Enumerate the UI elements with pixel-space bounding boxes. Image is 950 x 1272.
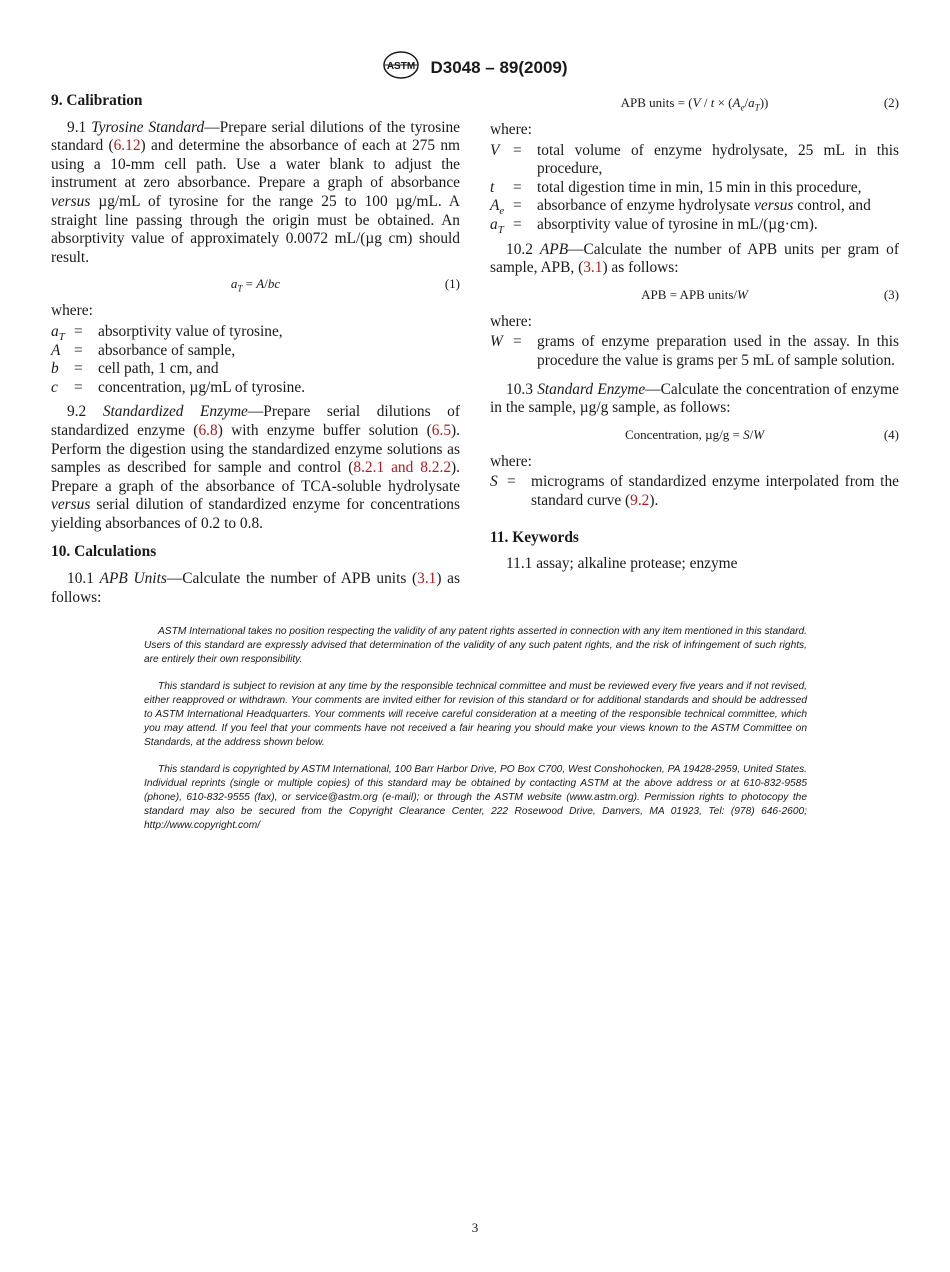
section-11-heading: 11. Keywords <box>490 528 579 546</box>
equation-3-number: (3) <box>883 286 899 302</box>
definition-b: b = cell path, 1 cm, and <box>51 360 219 378</box>
where-label-4: where: <box>490 452 532 470</box>
left-column <box>51 92 460 607</box>
equation-4 <box>490 426 899 444</box>
definition-V: V = total volume of enzyme hydrolysate, 25 mL in this procedure, <box>490 141 899 178</box>
legal-notices <box>144 625 807 846</box>
definitions-10-2 <box>490 333 899 370</box>
paragraph-9-1: 9.1 Tyrosine Standard—Prepare serial dilutions of the tyrosine standard (6.12) and determine the absorbance of each at 275 nm using a 10-mm cell path. Use a water blank to adjust the instrument at zero absorbance. Prepare a graph of absorbance versus µg/mL of tyrosine for the range 25 to 100 µg/mL. A straight line passing through the origin must be obtained. An absorptivity value of approximately 0.0072 mL/(µg cm) should result. <box>51 118 460 266</box>
ref-8-2-1[interactable]: 8.2.1 and 8.2.2 <box>353 459 452 477</box>
paragraph-10-2: 10.2 APB—Calculate the number of APB units per gram of sample, APB, (3.1) as follows: <box>490 240 899 277</box>
revision-notice: This standard is subject to revision at any time by the responsible technical committee and must be reviewed every five years and if not revised, either reapproved or withdrawn. Your comments are invited either for revision of this standard or for additional standards and should be addressed to ASTM International Headquarters. Your comments will receive careful consideration at a meeting of the responsible technical committee, which you may attend. If you feel that your comments have not received a fair hearing you should make your views known to the ASTM Committee on Standards, at the address shown below. <box>144 681 807 748</box>
astm-logo-icon <box>382 50 420 85</box>
where-label-3: where: <box>490 312 532 330</box>
equation-2-number: (2) <box>883 95 899 110</box>
standard-designation: D3048 – 89(2009) <box>430 57 568 77</box>
patent-notice: ASTM International takes no position respecting the validity of any patent rights asserted in connection with any item mentioned in this standard. Users of this standard are expressly advised that determination of the validity of any such patent rights, and the risk of infringement of such rights, are entirely their own responsibility. <box>144 626 807 665</box>
definition-Ae: $A_e$ = absorbance of enzyme hydrolysate versus control, and <box>490 197 871 218</box>
definition-c: c = concentration, µg/mL of tyrosine. <box>51 378 306 396</box>
equation-2 <box>490 94 899 112</box>
definition-aT-2: $a_T$ = absorptivity value of tyrosine in mL/(µg·cm). <box>490 215 818 237</box>
copyright-notice: This standard is copyrighted by ASTM International, 100 Barr Harbor Drive, PO Box C700, West Conshohocken, PA 19428-2959, United States. Individual reprints (single or multiple copies) of this standard may be obtained by contacting ASTM at the above address or at 610-832-9585 (phone), 610-832-9555 (fax), or service@astm.org (e-mail); or through the ASTM website (www.astm.org). Permission rights to photocopy the standard may also be secured from the Copyright Clearance Center, 222 Rosewood Drive, Danvers, MA 01923, Tel: (978) 646-2600; http://www.copyright.com/ <box>144 764 807 831</box>
right-column <box>490 92 899 574</box>
definitions-10-3 <box>490 473 899 510</box>
where-label-2: where: <box>490 121 532 138</box>
ref-6-8[interactable]: 6.8 <box>198 421 218 439</box>
paragraph-9-2: 9.2 Standardized Enzyme—Prepare serial dilutions of standardized enzyme (6.8) with enzyme buffer solution (6.5). Perform the digestion using the standardized enzyme solutions as samples as described for sample and control (8.2.1 and 8.2.2). Prepare a graph of the absorbance of TCA-soluble hydrolysate versus serial dilution of standardized enzyme for concentrations yielding absorbances of 0.2 to 0.8. <box>51 403 461 532</box>
equation-2-text: APB units = $(V / t \times (A_e/a_T))$ <box>620 95 769 113</box>
definition-t: t = total digestion time in min, 15 min in this procedure, <box>490 178 862 196</box>
where-label: where: <box>51 302 93 320</box>
equation-4-text: Concentration, µg/g = S/W <box>624 426 765 442</box>
ref-3-1-b[interactable]: 3.1 <box>583 259 603 277</box>
definition-W: W = grams of enzyme preparation used in the assay. In this procedure the value is grams per 5 mL of sample solution. <box>490 333 899 369</box>
definition-S: S = micrograms of standardized enzyme interpolated from the standard curve (9.2). <box>490 473 899 509</box>
equation-1-number: (1) <box>444 276 460 292</box>
section-10-heading: 10. Calculations <box>51 543 157 561</box>
paragraph-10-1: 10.1 APB Units—Calculate the number of APB units (3.1) as follows: <box>51 570 461 606</box>
svg-text:ASTM: ASTM <box>387 61 416 72</box>
page-number: 3 <box>471 1220 479 1235</box>
definitions-9-1 <box>51 323 460 397</box>
definitions-10-1 <box>490 142 899 235</box>
ref-6-5[interactable]: 6.5 <box>431 421 452 439</box>
page-header <box>0 50 950 85</box>
paragraph-10-3: 10.3 Standard Enzyme—Calculate the concentration of enzyme in the sample, µg/g sample, as follows: <box>490 380 899 417</box>
paragraph-11-1: 11.1 assay; alkaline protease; enzyme <box>506 555 738 573</box>
section-9-heading: 9. Calibration <box>51 92 143 109</box>
ref-3-1[interactable]: 3.1 <box>417 570 437 588</box>
equation-3 <box>490 286 899 304</box>
ref-9-2[interactable]: 9.2 <box>630 491 650 509</box>
equation-3-text: APB = APB units/W <box>641 286 748 302</box>
equation-1-text: $a_T = A/bc$ <box>230 276 281 294</box>
ref-6-12[interactable]: 6.12 <box>113 137 141 155</box>
definition-A: A = absorbance of sample, <box>51 341 236 359</box>
equation-1 <box>51 275 460 293</box>
definition-aT: $a_T$ = absorptivity value of tyrosine, <box>51 322 283 344</box>
equation-4-number: (4) <box>883 426 899 442</box>
